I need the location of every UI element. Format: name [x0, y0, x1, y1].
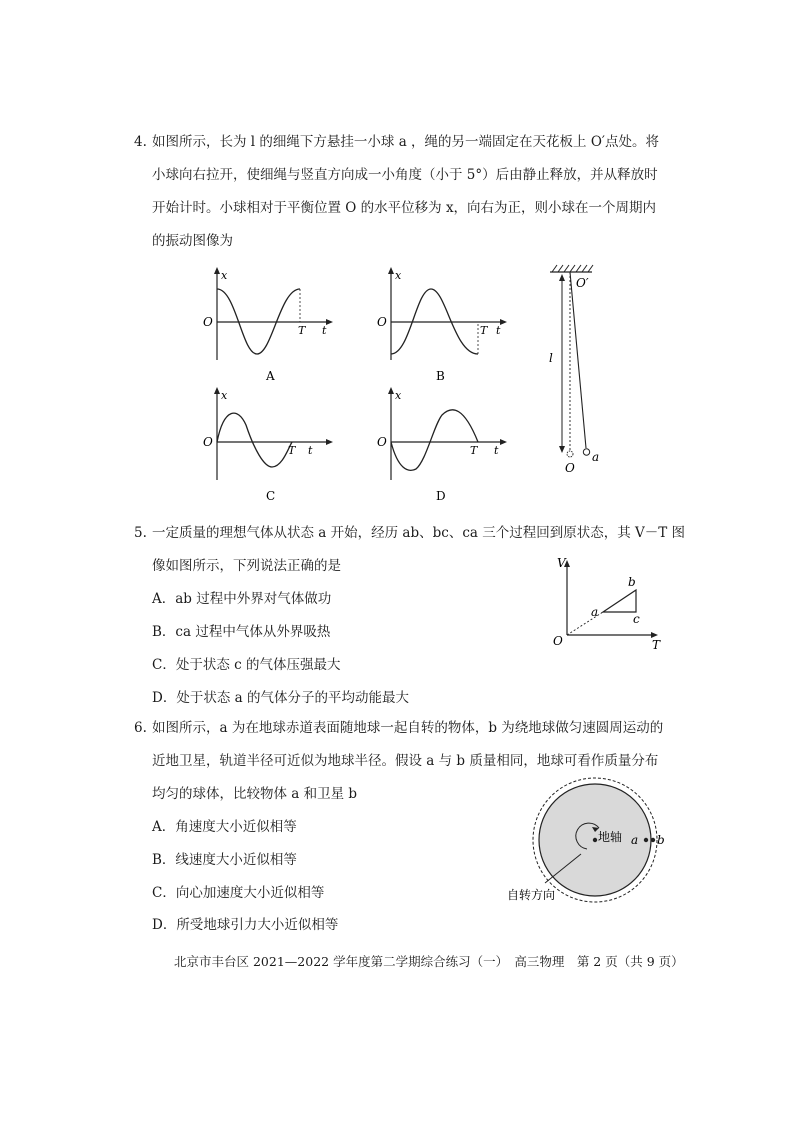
pendulum-length-label: l: [549, 351, 553, 365]
pendulum-ball-label: a: [592, 450, 600, 464]
q4-graph-d: [374, 385, 514, 505]
q6-rotation-label: 自转方向: [507, 888, 556, 902]
q6-number: 6.: [134, 720, 147, 736]
q4-option-d-label: D: [436, 489, 446, 503]
q4-line-1: 如图所示，长为 l 的细绳下方悬挂一小球 a ，绳的另一端固定在天花板上 O′点处。将: [152, 134, 659, 150]
q6-option-b[interactable]: B．线速度大小近似相等: [152, 852, 297, 868]
q6-option-a[interactable]: A．角速度大小近似相等: [152, 819, 297, 835]
q6-b-label: b: [657, 833, 665, 847]
q4-pendulum-figure: [540, 262, 620, 482]
q4-option-b-label: B: [436, 369, 445, 383]
q5-number: 5.: [134, 525, 147, 541]
q4d-x-label: x: [395, 389, 402, 402]
q5-vt-graph: [545, 553, 665, 653]
q6-line-3: 均匀的球体，比较物体 a 和卫星 b: [152, 786, 358, 802]
q5-V-label: V: [557, 556, 566, 570]
q4b-x-label: x: [395, 269, 402, 282]
q4-line-4: 的振动图像为: [152, 233, 233, 249]
q4-line-3: 开始计时。小球相对于平衡位置 O 的水平位移为 x，向右为正，则小球在一个周期内: [152, 200, 657, 216]
q6-earth-figure: [495, 778, 675, 908]
pendulum-equilibrium-label: O: [565, 461, 575, 475]
q4c-origin-label: O: [203, 435, 213, 449]
q5-option-c[interactable]: C．处于状态 c 的气体压强最大: [152, 657, 341, 673]
q5-line-1: 一定质量的理想气体从状态 a 开始，经历 ab、bc、ca 三个过程回到原状态，其 V－T 图: [152, 525, 686, 541]
q5-b-label: b: [628, 575, 636, 589]
q4d-T-label: T: [470, 444, 478, 457]
q4a-x-label: x: [221, 269, 228, 282]
q4a-T-label: T: [298, 324, 306, 337]
q4d-origin-label: O: [377, 435, 387, 449]
q4-graph-b: [374, 265, 514, 385]
pendulum-pivot-label: O′: [576, 276, 589, 290]
q4d-t-label: t: [494, 444, 499, 457]
q4a-t-label: t: [322, 324, 327, 337]
q4-graph-c: [200, 385, 340, 505]
q4b-t-label: t: [496, 324, 501, 337]
q4-option-a-label: A: [266, 369, 275, 383]
q6-option-c[interactable]: C．向心加速度大小近似相等: [152, 885, 325, 901]
q5-option-d[interactable]: D．处于状态 a 的气体分子的平均动能最大: [152, 690, 409, 706]
q6-line-1: 如图所示，a 为在地球赤道表面随地球一起自转的物体，b 为绕地球做匀速圆周运动的: [152, 720, 664, 736]
q4-graph-a: [200, 265, 340, 385]
q4-line-2: 小球向右拉开，使细绳与竖直方向成一小角度（小于 5°）后由静止释放，并从释放时: [152, 167, 658, 183]
page-footer: 北京市丰台区 2021—2022 学年度第二学期综合练习（一） 高三物理 第 2 页（共 9 页）: [174, 954, 684, 969]
q4-option-c-label: C: [266, 489, 276, 503]
q5-c-label: c: [633, 612, 640, 626]
q5-option-a[interactable]: A．ab 过程中外界对气体做功: [152, 591, 332, 607]
q6-line-2: 近地卫星，轨道半径可近似为地球半径。假设 a 与 b 质量相同，地球可看作质量分布: [152, 753, 659, 769]
q5-line-2: 像如图所示，下列说法正确的是: [152, 558, 341, 574]
q4c-t-label: t: [308, 444, 313, 457]
q5-a-label: a: [591, 605, 599, 619]
q5-option-b[interactable]: B．ca 过程中气体从外界吸热: [152, 624, 331, 640]
q4c-x-label: x: [221, 389, 228, 402]
q6-option-d[interactable]: D．所受地球引力大小近似相等: [152, 917, 339, 933]
q6-a-label: a: [631, 833, 639, 847]
q4b-T-label: T: [480, 324, 488, 337]
q6-axis-label: 地轴: [598, 830, 623, 844]
q4b-origin-label: O: [377, 315, 387, 329]
q4a-origin-label: O: [203, 315, 213, 329]
q5-origin-label: O: [553, 634, 563, 648]
q5-T-label: T: [652, 638, 661, 652]
q4-number: 4.: [134, 134, 147, 150]
q4c-T-label: T: [288, 444, 296, 457]
